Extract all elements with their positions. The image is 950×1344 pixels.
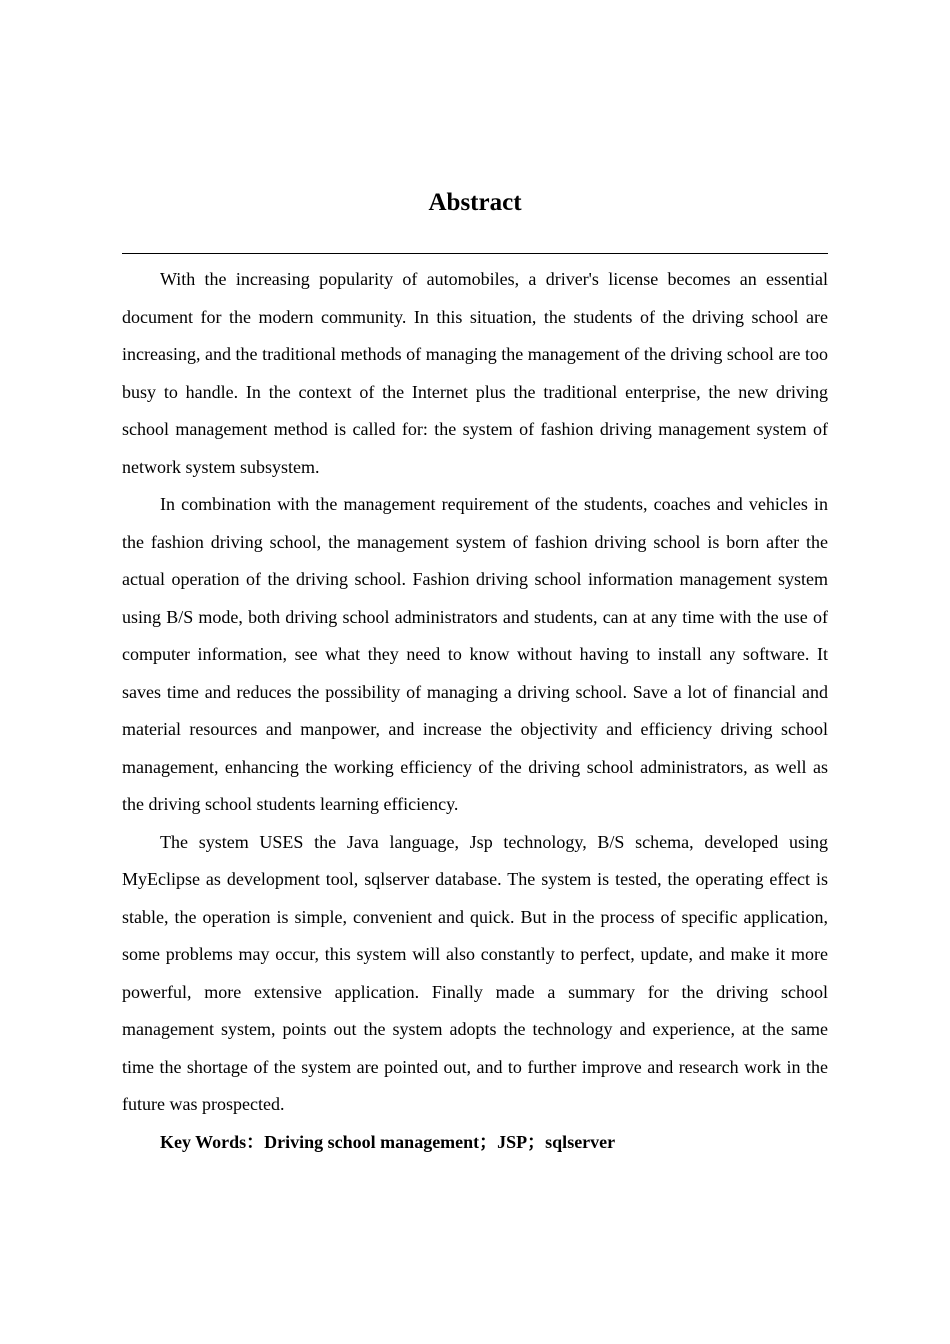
title-divider <box>122 253 828 254</box>
keywords-line: Key Words：Driving school management；JSP；sqlserver <box>160 1131 616 1152</box>
abstract-paragraph-3: The system USES the Java language, Jsp technology, B/S schema, developed using MyEclipse as development tool, sqlserver database. The system is tested, the operating effect is stable, the operation is simple, convenient and quick. But in the process of specific application, some problems may occur, this system will also constantly to perfect, update, and make it more powerful, more extensive application. Finally made a summary for the driving school management system, points out the system adopts the technology and experience, at the same time the shortage of the system are pointed out, and to further improve and research work in the future was prospected. <box>122 831 828 1114</box>
abstract-paragraph-2: In combination with the management requirement of the students, coaches and vehicles in the fashion driving school, the management system of fashion driving school is born after the actual operation of the driving school. Fashion driving school information management system using B/S mode, both driving school administrators and students, can at any time with the use of computer information, see what they need to know without having to install any software. It saves time and reduces the possibility of managing a driving school. Save a lot of financial and material resources and manpower, and increase the objectivity and efficiency driving school management, enhancing the working efficiency of the driving school administrators, as well as the driving school students learning efficiency. <box>122 494 828 814</box>
page-title: Abstract <box>428 189 522 216</box>
abstract-paragraph-1: With the increasing popularity of automobiles, a driver's license becomes an essential document for the modern community. In this situation, the students of the driving school are increasing, and the traditional methods of managing the management of the driving school are too busy to handle. In the context of the Internet plus the traditional enterprise, the new driving school management method is called for: the system of fashion driving management system of network system subsystem. <box>122 269 828 477</box>
abstract-body <box>122 261 828 1161</box>
